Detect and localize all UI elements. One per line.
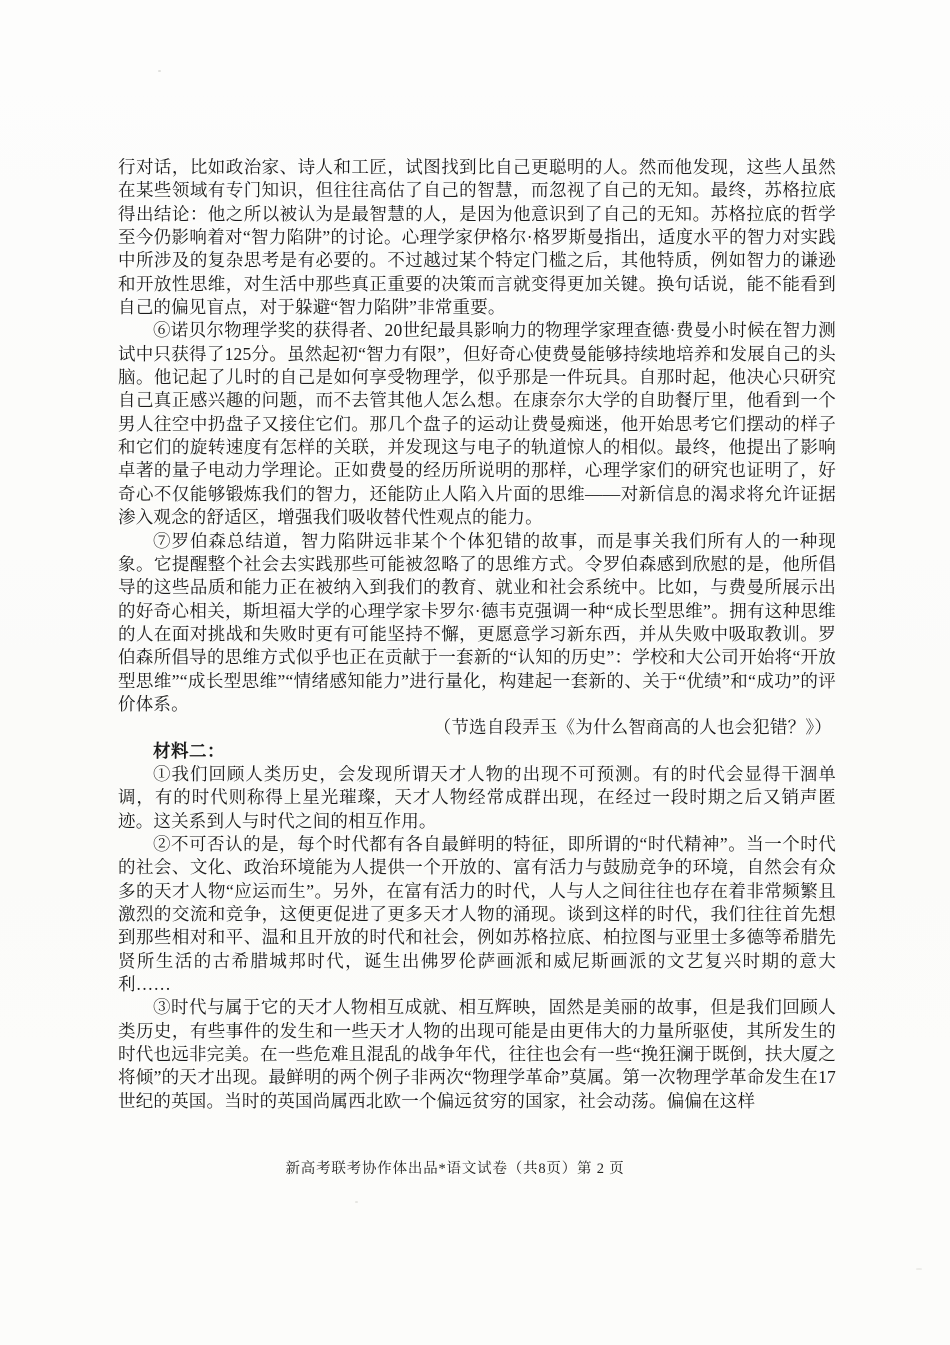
scan-speck (158, 70, 161, 72)
reading-passage (118, 156, 836, 1113)
passage-continuation-paragraph: 行对话，比如政治家、诗人和工匠，试图找到比自己更聪明的人。然而他发现，这些人虽然在某些领域有专门知识，但往往高估了自己的智慧，而忽视了自己的无知。最终，苏格拉底得出结论：他之所以被认为是最智慧的人，是因为他意识到了自己的无知。苏格拉底的哲学至今仍影响着对“智力陷阱”的讨论。心理学家伊格尔·格罗斯曼指出，适度水平的智力对实践中所涉及的复杂思考是有必要的。不过越过某个特定门槛之后，其他特质，例如智力的谦逊和开放性思维，对生活中那些真正重要的决策而言就变得更加关键。换句话说，能不能看到自己的偏见盲点，对于躲避“智力陷阱”非常重要。 (118, 157, 836, 318)
passage-paragraph-6: ⑥诺贝尔物理学奖的获得者、20世纪最具影响力的物理学家理查德·费曼小时候在智力测试中只获得了125分。虽然起初“智力有限”，但好奇心使费曼能够持续地培养和发展自己的头脑。他记起了儿时的自己是如何享受物理学，似乎那是一件玩具。自那时起，他决心只研究自己真正感兴趣的问题，而不去管其他人怎么想。在康奈尔大学的自助餐厅里，他看到一个男人往空中扔盘子又接住它们。那几个盘子的运动让费曼痴迷，他开始思考它们摆动的样子和它们的旋转速度有怎样的关联，并发现这与电子的轨道惊人的相似。最终，他提出了影响卓著的量子电动力学理论。正如费曼的经历所说明的那样，心理学家们的研究也证明了，好奇心不仅能够锻炼我们的智力，还能防止人陷入片面的思维——对新信息的渴求将允许证据渗入观念的舒适区，增强我们吸收替代性观点的能力。 (118, 320, 836, 528)
material-two-paragraph-3: ③时代与属于它的天才人物相互成就、相互辉映，固然是美丽的故事，但是我们回顾人类历史，有些事件的发生和一些天才人物的出现可能是由更伟大的力量所驱使，其所发生的时代也远非完美。在一些危难且混乱的战争年代，往往也会有一些“挽狂澜于既倒，扶大厦之将倾”的天才出现。最鲜明的两个例子非两次“物理学革命”莫属。第一次物理学革命发生在17世纪的英国。当时的英国尚属西北欧一个偏远贫穷的国家，社会动荡。偏偏在这样 (118, 997, 836, 1111)
material-two-heading: 材料二： (153, 740, 225, 761)
material-one-attribution: （节选自段弄玉《为什么智商高的人也会犯错？》） (433, 717, 832, 738)
material-two-paragraph-2: ②不可否认的是，每个时代都有各自最鲜明的特征，即所谓的“时代精神”。当一个时代的社会、文化、政治环境能为人提供一个开放的、富有活力与鼓励竞争的环境，自然会有众多的天才人物“应运而生”。另外，在富有活力的时代，人与人之间往往也存在着非常频繁且激烈的交流和竞争，这便更促进了更多天才人物的涌现。谈到这样的时代，我们往往首先想到那些相对和平、温和且开放的时代和社会，例如苏格拉底、柏拉图与亚里士多德等希腊先贤所生活的古希腊城邦时代，诞生出佛罗伦萨画派和威尼斯画派的文艺复兴时期的意大利…… (118, 833, 836, 995)
material-two-paragraph-1: ①我们回顾人类历史，会发现所谓天才人物的出现不可预测。有的时代会显得干涸单调，有的时代则称得上星光璀璨，天才人物经常成群出现，在经过一段时期之后又销声匿迹。这关系到人与时代之间的相互作用。 (118, 763, 836, 831)
scan-speck (355, 1201, 358, 1203)
page-footer: 新高考联考协作体出品*语文试卷（共8页）第 2 页 (285, 1161, 625, 1177)
passage-paragraph-7: ⑦罗伯森总结道，智力陷阱远非某个个体犯错的故事，而是事关我们所有人的一种现象。它提醒整个社会去实践那些可能被忽略了的思维方式。令罗伯森感到欣慰的是，他所倡导的这些品质和能力正在被纳入到我们的教育、就业和社会系统中。比如，与费曼所展示出的好奇心相关，斯坦福大学的心理学家卡罗尔·德韦克强调一种“成长型思维”。拥有这种思维的人在面对挑战和失败时更有可能坚持不懈，更愿意学习新东西，并从失败中吸取教训。罗伯森所倡导的思维方式似乎也正在贡献于一套新的“认知的历史”：学校和大公司开始将“开放型思维”“成长型思维”“情绪感知能力”进行量化，构建起一套新的、关于“优绩”和“成功”的评价体系。 (118, 530, 836, 714)
scan-speck (916, 1268, 922, 1270)
